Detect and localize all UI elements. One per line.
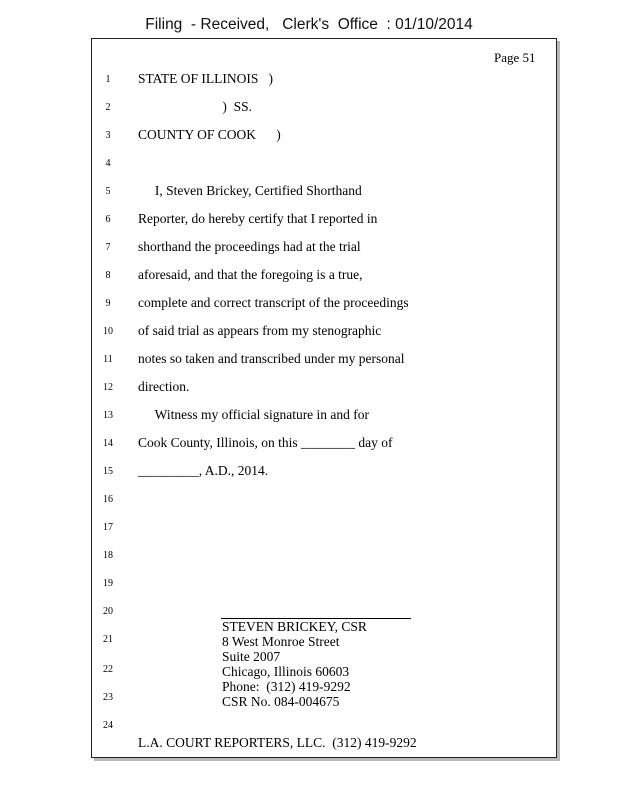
line-text: Witness my official signature in and for <box>138 407 370 422</box>
line-text: Cook County, Illinois, on this ________ day of <box>138 435 393 450</box>
line-number: 12 <box>103 382 113 393</box>
line-number: 16 <box>103 494 113 505</box>
line-number: 19 <box>103 578 113 589</box>
line-number: 18 <box>103 550 113 561</box>
reporter-name: STEVEN BRICKEY, CSR <box>222 619 367 634</box>
page-footer: L.A. COURT REPORTERS, LLC. (312) 419-9292 <box>138 735 417 750</box>
line-text: notes so taken and transcribed under my personal <box>138 351 405 366</box>
line-number: 14 <box>103 438 113 449</box>
line-number: 1 <box>105 74 111 85</box>
line-number: 7 <box>105 242 111 253</box>
line-text: complete and correct transcript of the proceedings <box>138 295 409 310</box>
line-text: ) SS. <box>138 99 253 114</box>
line-text: aforesaid, and that the foregoing is a true, <box>138 267 363 282</box>
line-number: 4 <box>105 158 111 169</box>
line-number: 2 <box>105 102 111 113</box>
reporter-csr-number: CSR No. 084-004675 <box>222 694 340 709</box>
transcript-page <box>91 38 557 758</box>
line-number: 9 <box>105 298 111 309</box>
line-number: 5 <box>105 186 111 197</box>
line-number: 13 <box>103 410 113 421</box>
line-text: _________, A.D., 2014. <box>138 463 269 478</box>
line-number: 15 <box>103 466 113 477</box>
reporter-address-line2: Suite 2007 <box>222 649 281 664</box>
line-text: shorthand the proceedings had at the trial <box>138 239 361 254</box>
reporter-city: Chicago, Illinois 60603 <box>222 664 350 679</box>
line-text: COUNTY OF COOK ) <box>138 127 281 142</box>
line-text: direction. <box>138 379 190 394</box>
line-number: 24 <box>103 720 113 731</box>
reporter-address-line1: 8 West Monroe Street <box>222 634 340 649</box>
line-number: 21 <box>103 634 113 645</box>
line-text: of said trial as appears from my stenographic <box>138 323 382 338</box>
line-text: Reporter, do hereby certify that I reported in <box>138 211 378 226</box>
line-number: 22 <box>103 664 113 675</box>
line-number: 11 <box>103 354 113 365</box>
reporter-phone: Phone: (312) 419-9292 <box>222 679 351 694</box>
filing-stamp-header: Filing - Received, Clerk's Office : 01/10/2014 <box>145 16 473 33</box>
line-number: 3 <box>105 130 111 141</box>
line-number: 10 <box>103 326 113 337</box>
line-number: 8 <box>105 270 111 281</box>
line-text: I, Steven Brickey, Certified Shorthand <box>138 183 362 198</box>
line-text: STATE OF ILLINOIS ) <box>138 71 274 86</box>
line-number: 23 <box>103 692 113 703</box>
line-number: 17 <box>103 522 113 533</box>
line-number: 6 <box>105 214 111 225</box>
line-number: 20 <box>103 606 113 617</box>
page-number: Page 51 <box>494 50 536 65</box>
